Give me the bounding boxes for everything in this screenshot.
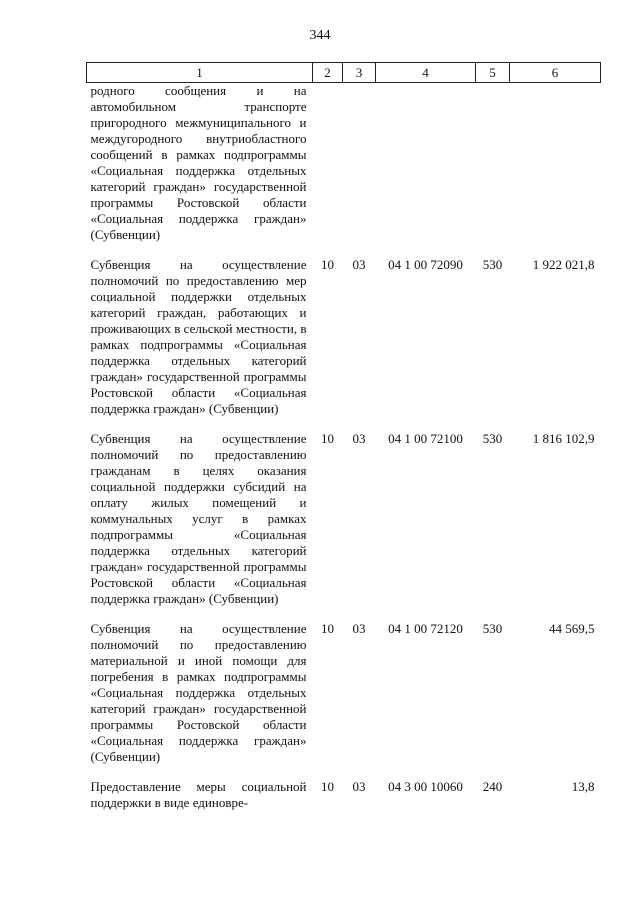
table-row [87,257,601,417]
row-spacer [87,417,601,431]
header-col-3: 3 [343,63,376,83]
row-target-code [376,83,476,244]
header-col-1: 1 [87,63,313,83]
header-col-5: 5 [476,63,510,83]
row-subsection: 03 [352,257,366,272]
row-spacer [87,243,601,257]
row-amount: 44 569,5 [549,621,595,636]
table-row [87,431,601,607]
table-header [87,63,601,83]
row-description: Предоставление меры социальной поддержки в виде единовре- [90,779,307,810]
row-expense-type: 530 [482,257,503,272]
row-subsection [343,83,376,244]
table-row [87,621,601,765]
table-row [87,83,601,244]
row-spacer [87,607,601,621]
row-description: Субвенция на осуществление полномочий по предоставлению гражданам в целях оказания социальной поддержки субсидий на оплату жилых помещений и коммунальных услуг в рамках подпрограммы «Социальная поддержка отдельных категорий граждан» государственной программы Ростовской области «Социальная поддержка граждан» (Субвенции) [90,431,307,606]
row-amount: 1 816 102,9 [532,431,595,446]
row-description: Субвенция на осуществление полномочий по предоставлению мер социальной поддержки отдельных категорий граждан, работающих и проживающих в сельской местности, в рамках подпрограммы «Социальная поддержка отдельных категорий граждан» государственной программы Ростовской области «Социальная поддержка граждан» (Субвенции) [90,257,307,416]
row-target-code: 04 1 00 72120 [388,621,463,636]
row-section: 10 [321,257,334,272]
row-expense-type: 530 [482,621,503,636]
row-section [313,83,343,244]
row-target-code: 04 1 00 72100 [388,431,463,446]
table-row [87,779,601,811]
row-target-code: 04 3 00 10060 [388,779,463,794]
row-amount: 1 922 021,8 [532,257,595,272]
row-section: 10 [321,621,334,636]
row-description: Субвенция на осуществление полномочий по предоставлению материальной и иной помощи для погребения в рамках подпрограммы «Социальная поддержка отдельных категорий граждан» государственной программы Ростовской области «Социальная поддержка граждан» (Субвенции) [90,621,307,764]
row-subsection: 03 [352,779,366,794]
row-expense-type: 530 [482,431,503,446]
row-target-code: 04 1 00 72090 [388,257,463,272]
row-subsection: 03 [352,431,366,446]
row-amount: 13,8 [571,779,595,794]
budget-table [86,62,601,811]
row-expense-type: 240 [482,779,503,794]
row-amount [510,83,601,244]
row-description: родного сообщения и на автомобильном транспорте пригородного межмуниципального и междугородного внутриобластного сообщений в рамках подпрограммы «Социальная поддержка отдельных категорий граждан» государственной программы Ростовской области «Социальная поддержка граждан» (Субвенции) [90,83,307,242]
header-col-6: 6 [510,63,601,83]
table-body [87,83,601,812]
page-number: 344 [309,28,331,43]
row-subsection: 03 [352,621,366,636]
row-expense-type [476,83,510,244]
header-col-2: 2 [313,63,343,83]
header-col-4: 4 [376,63,476,83]
header-row [87,63,601,83]
row-section: 10 [321,431,334,446]
row-spacer [87,765,601,779]
row-section: 10 [321,779,334,794]
